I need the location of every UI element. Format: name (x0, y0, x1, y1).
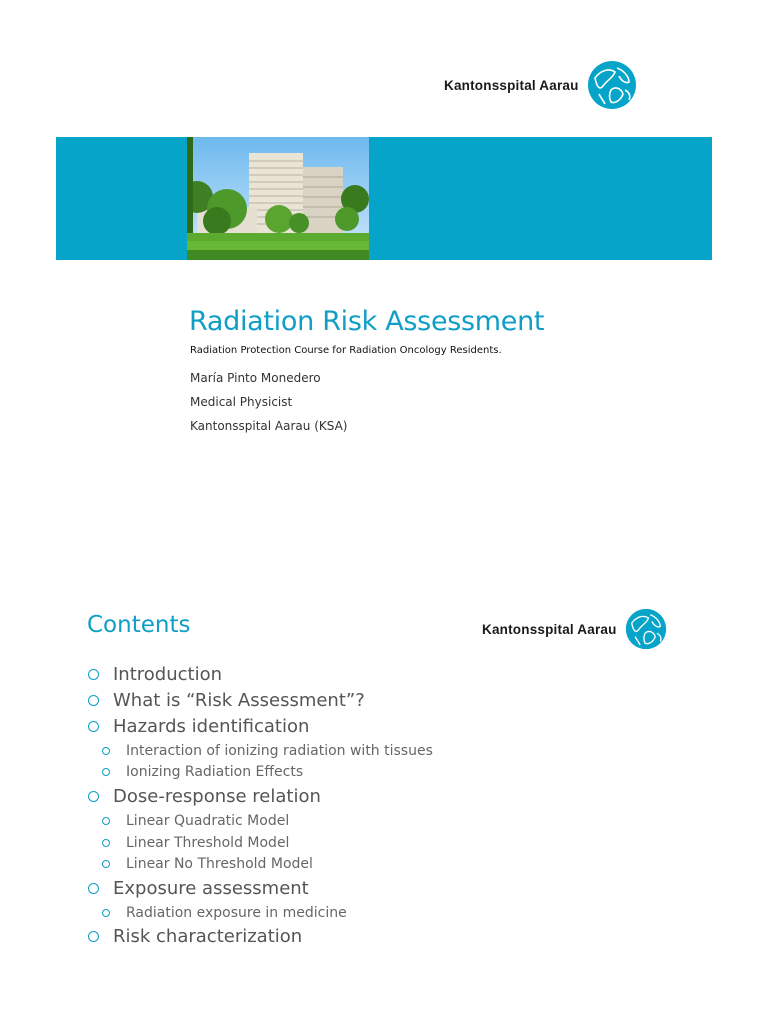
toc-item-label: What is “Risk Assessment”? (113, 690, 365, 711)
circle-bullet-icon (88, 791, 99, 802)
contents-slide (0, 512, 768, 1024)
toc-item-label: Dose-response relation (113, 786, 321, 807)
toc-subitem-label: Linear Threshold Model (126, 835, 290, 851)
toc-subitem (102, 813, 289, 829)
toc-subitem (102, 905, 347, 921)
toc-item-label: Introduction (113, 664, 223, 685)
circle-bullet-icon (88, 931, 99, 942)
circle-bullet-icon (88, 883, 99, 894)
author-role: Medical Physicist (190, 395, 293, 409)
author-name: María Pinto Monedero (190, 371, 321, 385)
presentation-subtitle: Radiation Protection Course for Radiation Oncology Residents. (190, 345, 502, 356)
hospital-photo (187, 137, 369, 260)
toc-subitem (102, 856, 313, 872)
contents-heading: Contents (87, 612, 191, 638)
hospital-logo (482, 608, 667, 650)
circle-bullet-icon (88, 669, 99, 680)
logo-wordmark: Kantonsspital Aarau (482, 621, 617, 637)
toc-item (88, 690, 365, 711)
circle-bullet-icon (102, 817, 110, 825)
circle-bullet-icon (88, 695, 99, 706)
globe-logo-icon (625, 608, 667, 650)
toc-subitem (102, 764, 303, 780)
circle-bullet-icon (102, 747, 110, 755)
toc-item (88, 926, 302, 947)
circle-bullet-icon (88, 721, 99, 732)
header-band (56, 137, 712, 260)
circle-bullet-icon (102, 860, 110, 868)
toc-subitem (102, 835, 289, 851)
globe-logo-icon (587, 60, 637, 110)
logo-wordmark: Kantonsspital Aarau (444, 77, 579, 93)
toc-item-label: Exposure assessment (113, 878, 309, 899)
toc-subitem-label: Radiation exposure in medicine (126, 905, 347, 921)
toc-subitem-label: Ionizing Radiation Effects (126, 764, 304, 780)
toc-item (88, 878, 309, 899)
toc-subitem-label: Linear No Threshold Model (126, 856, 313, 872)
hospital-logo (444, 60, 637, 110)
toc-item (88, 664, 222, 685)
toc-item-label: Hazards identification (113, 716, 310, 737)
toc-subitem-label: Linear Quadratic Model (126, 813, 290, 829)
toc-item-label: Risk characterization (113, 926, 303, 947)
author-institution: Kantonsspital Aarau (KSA) (190, 419, 348, 433)
toc-subitem (102, 743, 433, 759)
toc-item (88, 786, 321, 807)
circle-bullet-icon (102, 839, 110, 847)
presentation-title: Radiation Risk Assessment (189, 306, 545, 337)
circle-bullet-icon (102, 909, 110, 917)
toc-item (88, 716, 309, 737)
toc-subitem-label: Interaction of ionizing radiation with tissues (126, 743, 433, 759)
circle-bullet-icon (102, 768, 110, 776)
